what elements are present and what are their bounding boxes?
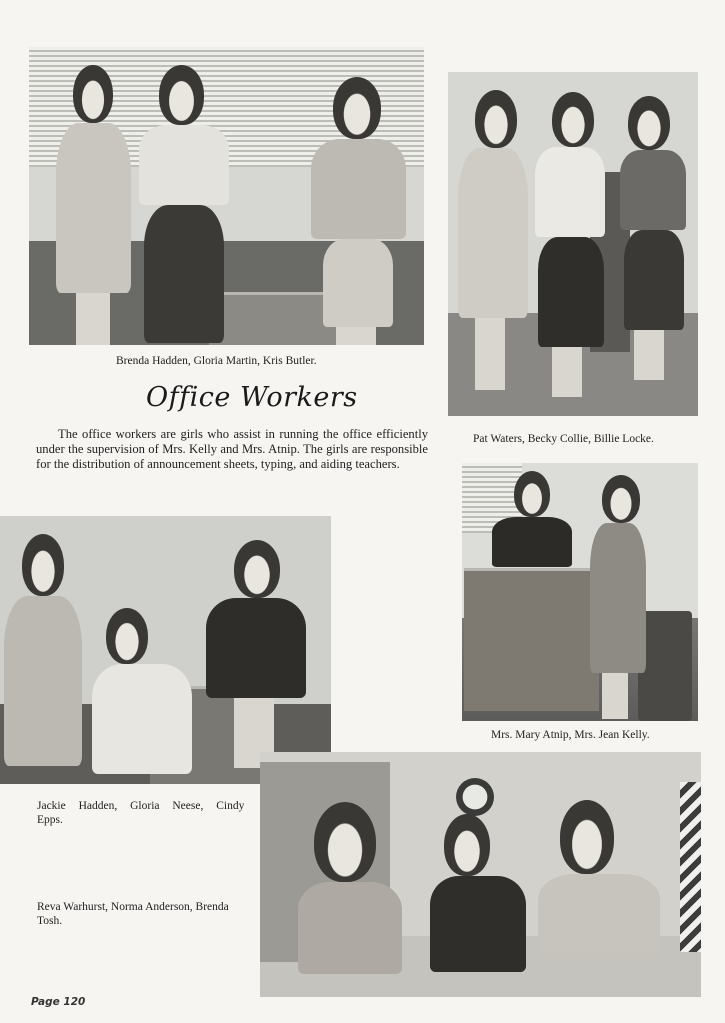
photo-reva-norma-brenda	[260, 752, 701, 997]
trash-can	[638, 611, 692, 721]
section-body: The office workers are girls who assist in running the office efficiently under the supervision of Mrs. Kelly and Mrs. Atnip. The girls are responsible for the distribution of announcement sheets, typing, and aiding teachers.	[36, 427, 428, 471]
caption-photo4: Jackie Hadden, Gloria Neese, Cindy Epps.	[37, 800, 245, 826]
photo-mrs-atnip-mrs-kelly	[462, 463, 698, 721]
caption-photo3: Mrs. Mary Atnip, Mrs. Jean Kelly.	[491, 729, 650, 741]
american-flag	[680, 782, 701, 952]
wall-clock	[456, 778, 494, 816]
caption-photo2: Pat Waters, Becky Collie, Billie Locke.	[473, 433, 654, 445]
caption-photo5: Reva Warhurst, Norma Anderson, Brenda Tosh.	[37, 901, 229, 927]
photo-jackie-gloria-cindy	[0, 516, 331, 784]
caption-photo1: Brenda Hadden, Gloria Martin, Kris Butler.	[116, 355, 317, 367]
section-title: Office Workers	[146, 382, 358, 413]
wooden-desk	[464, 568, 599, 711]
photo-pat-becky-billie	[448, 72, 698, 416]
photo-brenda-gloria-kris	[29, 47, 424, 345]
page-number: Page 120	[31, 996, 86, 1008]
